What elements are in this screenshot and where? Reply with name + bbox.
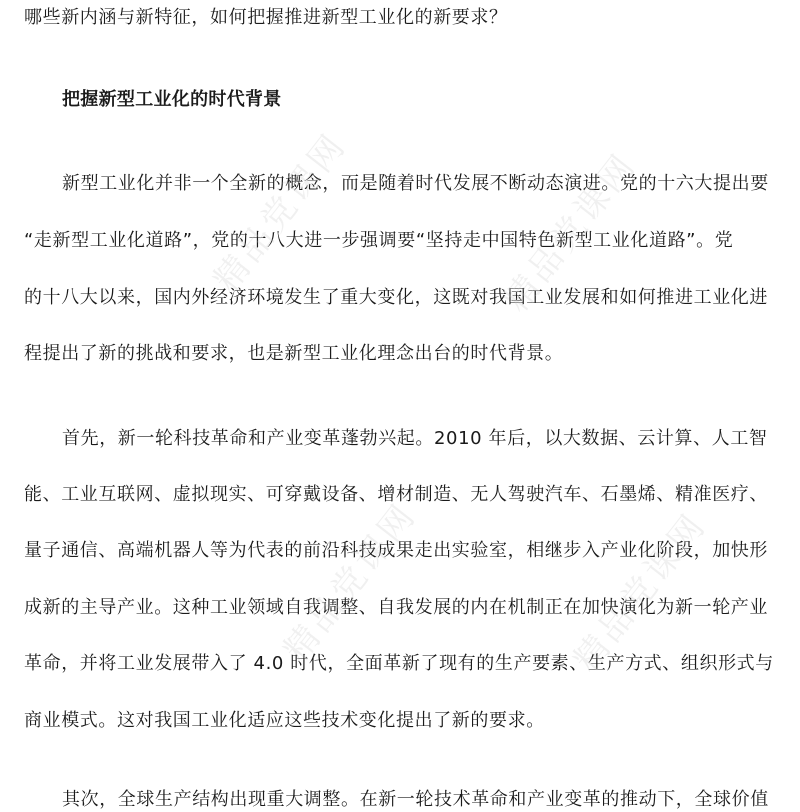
paragraph-2-line-3: 量子通信、高端机器人等为代表的前沿科技成果走出实验室，相继步入产业化阶段，加快形 — [24, 540, 768, 561]
intro-line: 哪些新内涵与新特征，如何把握推进新型工业化的新要求？ — [24, 7, 508, 28]
paragraph-2-line-6: 商业模式。这对我国工业化适应这些技术变化提出了新的要求。 — [24, 710, 545, 731]
paragraph-2-line-4: 成新的主导产业。这种工业领域自我调整、自我发展的内在机制正在加快演化为新一轮产业 — [24, 597, 768, 618]
paragraph-1-line-4: 程提出了新的挑战和要求，也是新型工业化理念出台的时代背景。 — [24, 343, 564, 364]
paragraph-1-line-2: “走新型工业化道路”，党的十八大进一步强调要“坚持走中国特色新型工业化道路”。党 — [24, 230, 734, 251]
paragraph-1-line-3: 的十八大以来，国内外经济环境发生了重大变化，这既对我国工业发展和如何推进工业化进 — [24, 287, 768, 308]
paragraph-3-line-1: 其次，全球生产结构出现重大调整。在新一轮技术革命和产业变革的推动下，全球价值 — [62, 789, 769, 810]
paragraph-1-line-1: 新型工业化并非一个全新的概念，而是随着时代发展不断动态演进。党的十六大提出要 — [62, 173, 769, 194]
paragraph-2-line-2: 能、工业互联网、虚拟现实、可穿戴设备、增材制造、无人驾驶汽车、石墨烯、精准医疗、 — [24, 484, 768, 505]
section-heading: 把握新型工业化的时代背景 — [62, 89, 282, 110]
watermark-1: 精品党课网 — [206, 125, 355, 300]
watermark-2: 精品党课网 — [496, 145, 645, 320]
paragraph-2-line-5: 革命，并将工业发展带入了 4.0 时代，全面革新了现有的生产要素、生产方式、组织形式与 — [24, 653, 774, 674]
watermark-3: 精品党课网 — [276, 495, 425, 670]
watermark-4: 精品党课网 — [566, 505, 715, 680]
paragraph-2-line-1: 首先，新一轮科技革命和产业变革蓬勃兴起。2010 年后，以大数据、云计算、人工智 — [62, 428, 768, 449]
